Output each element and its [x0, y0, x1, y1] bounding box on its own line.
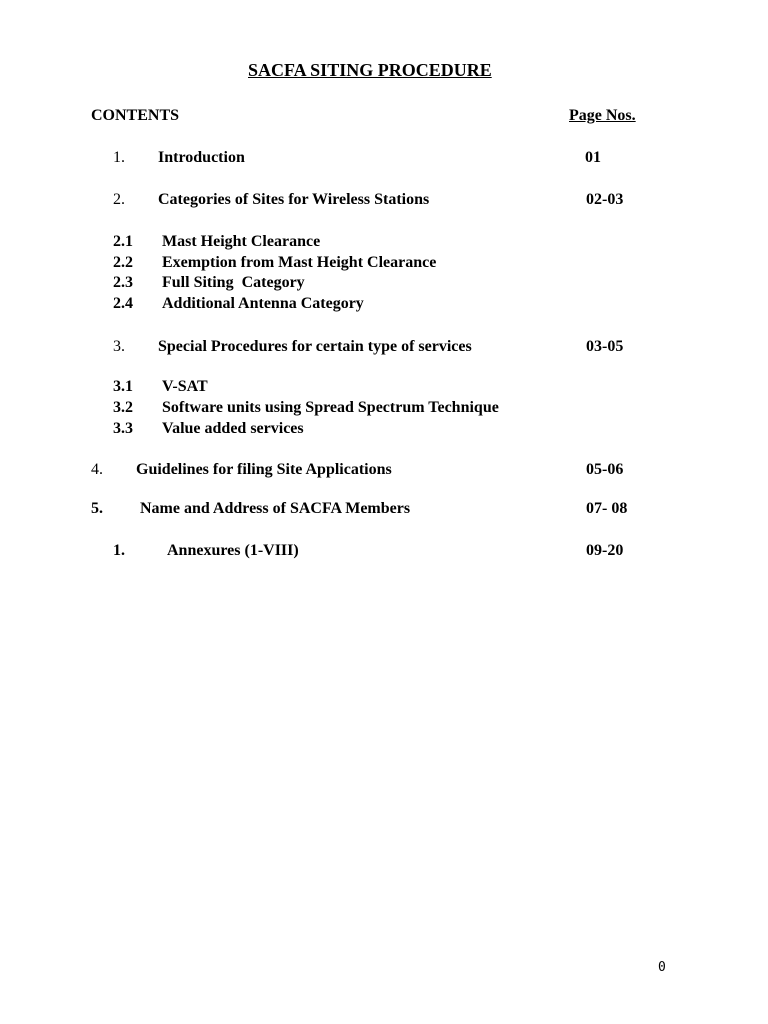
page-numbers-heading: Page Nos. [569, 107, 636, 124]
toc-number: 2.3 [113, 274, 133, 291]
toc-pages: 02-03 [586, 191, 624, 208]
toc-number: 1. [113, 542, 125, 559]
toc-label: Additional Antenna Category [162, 295, 364, 312]
page-title: SACFA SITING PROCEDURE [248, 60, 492, 80]
toc-number: 3.2 [113, 399, 133, 416]
toc-label: Software units using Spread Spectrum Technique [162, 399, 499, 416]
toc-number: 2.2 [113, 254, 133, 271]
toc-pages: 03-05 [586, 338, 624, 355]
toc-label: Introduction [158, 149, 245, 166]
toc-label: Name and Address of SACFA Members [140, 500, 411, 517]
toc-label: Mast Height Clearance [162, 233, 321, 250]
toc-label: Exemption from Mast Height Clearance [162, 254, 437, 271]
toc-number: 2.4 [113, 295, 133, 312]
footer-page-number: 0 [658, 960, 666, 975]
toc-number: 4. [91, 461, 103, 478]
toc-number: 3.1 [113, 378, 133, 395]
toc-label: Annexures (1-VIII) [167, 542, 299, 559]
toc-label: Categories of Sites for Wireless Stations [158, 191, 430, 208]
toc-label: Full Siting Category [162, 274, 305, 291]
toc-pages: 09-20 [586, 542, 624, 559]
contents-heading: CONTENTS [91, 107, 180, 124]
toc-pages: 07- 08 [586, 500, 628, 517]
toc-pages: 05-06 [586, 461, 624, 478]
toc-number: 5. [91, 500, 103, 517]
toc-number: 1. [113, 149, 125, 166]
toc-pages: 01 [585, 149, 601, 166]
toc-number: 3.3 [113, 420, 133, 437]
toc-number: 2.1 [113, 233, 133, 250]
toc-label: Value added services [162, 420, 304, 437]
toc-number: 3. [113, 338, 125, 355]
toc-label: Special Procedures for certain type of services [158, 338, 472, 355]
toc-label: Guidelines for filing Site Applications [136, 461, 392, 478]
toc-number: 2. [113, 191, 125, 208]
toc-label: V-SAT [162, 378, 208, 395]
